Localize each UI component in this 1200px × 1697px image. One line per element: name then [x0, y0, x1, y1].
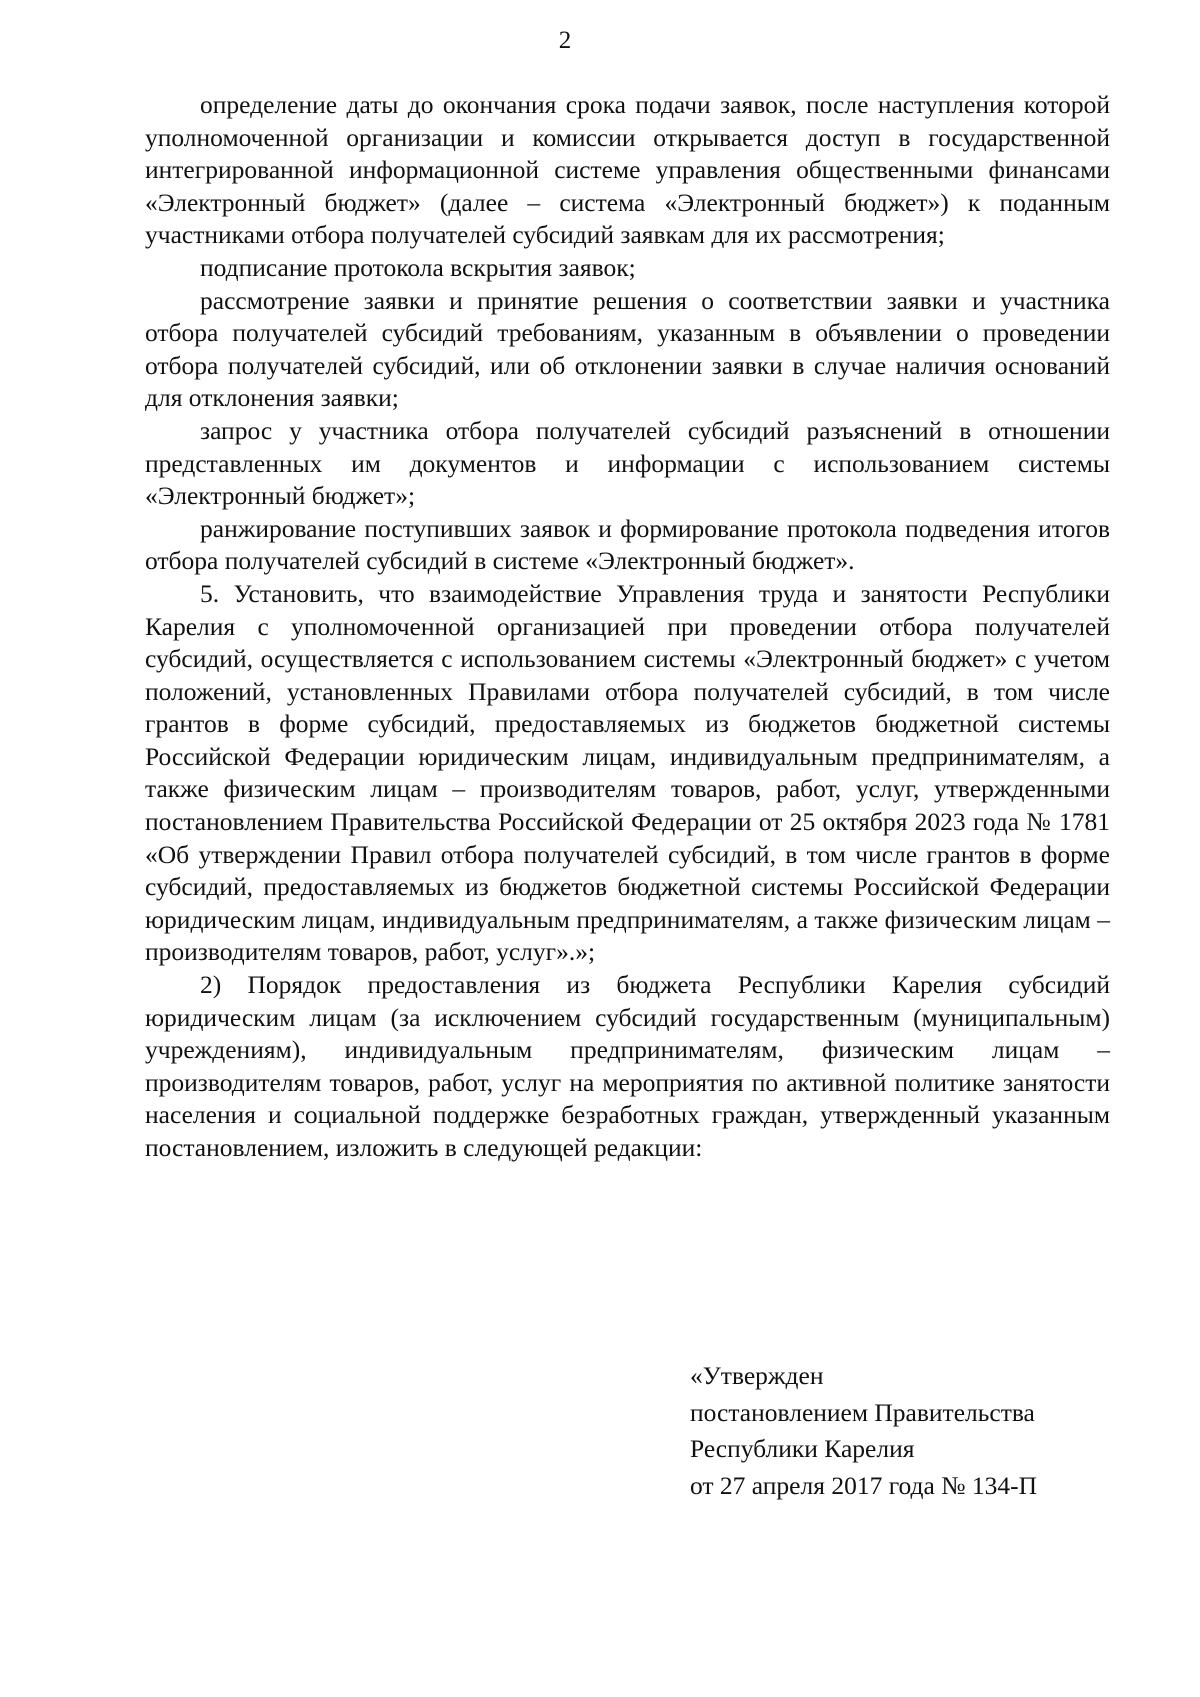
paragraph-signing-protocol: подписание протокола вскрытия заявок; [200, 252, 636, 282]
paragraph-review-application: рассмотрение заявки и принятие решения о соответствии заявки и участника отбора получателей субсидий требованиям, указанным в объявлении о проведении отбора получателей субсидий, или об отклонении заявки в случае наличия оснований для отклонения заявки; [145, 285, 1110, 413]
paragraph-ranking: ранжирование поступивших заявок и формирование протокола подведения итогов отбора получателей субсидий в системе «Электронный бюджет». [145, 513, 1110, 576]
paragraph-item-5: 5. Установить, что взаимодействие Управления труда и занятости Республики Карелия с уполномоченной организацией при проведении отбора получателей субсидий, осуществляется с использованием системы «Электронный бюджет» с учетом положений, установленных Правилами отбора получателей субсидий, в том числе грантов в форме субсидий, предоставляемых из бюджетов бюджетной системы Российской Федерации юридическим лицам, индивидуальным предпринимателям, а также физическим лицам – производителям товаров, работ, услуг, утвержденными постановлением Правительства Российской Федерации от 25 октября 2023 года № 1781 «Об утверждении Правил отбора получателей субсидий, в том числе грантов в форме субсидий, предоставляемых из бюджетов бюджетной системы Российской Федерации юридическим лицам, индивидуальным предпринимателям, а также физическим лицам – производителям товаров, работ, услуг».»; [145, 578, 1110, 967]
approval-block [690, 1358, 1110, 1504]
approval-line-republic: Республики Карелия [690, 1434, 915, 1463]
paragraph-opening-date: определение даты до окончания срока подачи заявок, после наступления которой уполномоченной организации и комиссии открывается доступ в государственной интегрированной информационной системе управления общественными финансами «Электронный бюджет» (далее – система «Электронный бюджет») к поданным участниками отбора получателей субсидий заявкам для их рассмотрения; [145, 90, 1110, 250]
approval-line-resolution: постановлением Правительства [690, 1397, 1035, 1427]
document-body [145, 89, 1110, 1165]
paragraph-request-clarification: запрос у участника отбора получателей субсидий разъяснений в отношении представленных им документов и информации с использованием системы «Электронный бюджет»; [145, 415, 1110, 511]
page-number: 2 [558, 27, 572, 54]
approval-line-date-number: от 27 апреля 2017 года № 134-П [690, 1470, 1038, 1500]
approval-line-approved: «Утвержден [690, 1361, 824, 1390]
paragraph-item-2-procedure: 2) Порядок предоставления из бюджета Республики Карелия субсидий юридическим лицам (за исключением субсидий государственным (муниципальным) учреждениям), индивидуальным предпринимателям, физическим лицам – производителям товаров, работ, услуг на мероприятия по активной политике занятости населения и социальной поддержке безработных граждан, утвержденный указанным постановлением, изложить в следующей редакции: [145, 970, 1110, 1162]
